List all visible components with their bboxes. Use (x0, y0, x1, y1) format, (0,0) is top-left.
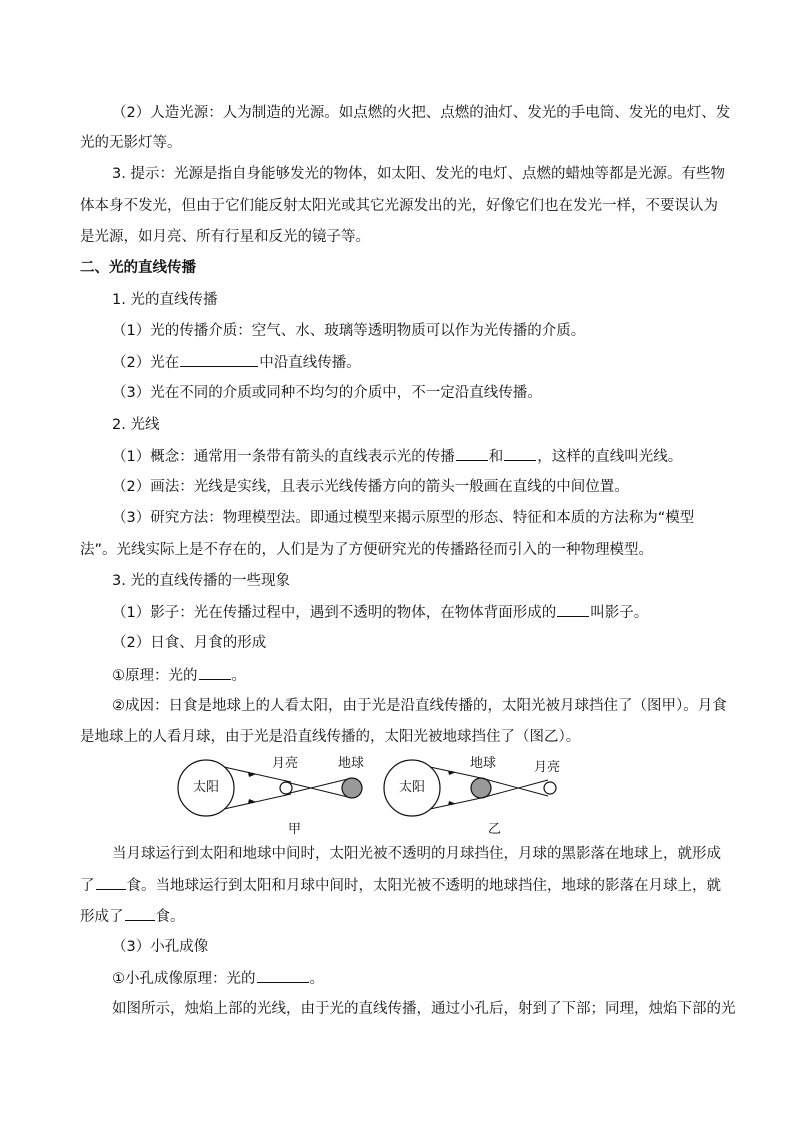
text-segment: 食。 (155, 909, 185, 925)
text-segment: ①原理：光的 (112, 668, 198, 684)
moon-label: 月亮 (272, 756, 299, 771)
fill-blank[interactable] (96, 875, 126, 890)
text-segment: 了 (80, 878, 95, 894)
moon-label: 月亮 (534, 760, 561, 775)
text-segment: （1）概念：通常用一条带有箭头的直线表示光的传播 (112, 449, 455, 465)
text-segment: （2）光在 (112, 355, 180, 371)
moon-circle (544, 782, 556, 794)
text-line: （3）光在不同的介质或同种不均匀的介质中，不一定沿直线传播。 (112, 385, 542, 401)
text-segment: ，这样的直线叫光线。 (537, 449, 683, 465)
text-line (112, 352, 361, 373)
text-line: （2）日食、月食的形成 (112, 635, 267, 651)
earth-circle (342, 778, 362, 798)
text-segment: 叫影子。 (590, 605, 649, 621)
text-segment: 。 (309, 971, 324, 987)
text-line: （1）光的传播介质：空气、水、玻璃等透明物质可以作为光传播的介质。 (112, 323, 586, 339)
fill-blank[interactable] (180, 352, 258, 367)
text-line: ②成因：日食是地球上的人看太阳，由于光是沿直线传播的，太阳光被月球挡住了（图甲）。月食 (112, 698, 727, 714)
text-segment: （1）影子：光在传播过程中，遇到不透明的物体，在物体背面形成的 (112, 605, 557, 621)
text-line: （3）研究方法：物理模型法。即通过模型来揭示原型的形态、特征和本质的方法称为“模型 (112, 510, 695, 526)
earth-label: 地球 (470, 756, 497, 771)
fill-blank[interactable] (257, 968, 309, 983)
fill-blank[interactable] (199, 665, 231, 680)
subheading: （3）小孔成像 (112, 939, 209, 955)
figure-caption: 乙 (488, 822, 502, 837)
text-line (80, 875, 721, 896)
text-line: 如图所示，烛焰上部的光线，由于光的直线传播，通过小孔后，射到了下部；同理，烛焰下部的光 (112, 1001, 736, 1017)
sun-label: 太阳 (193, 780, 220, 795)
moon-circle (280, 782, 292, 794)
text-line: 3. 提示：光源是指自身能够发光的物体，如太阳、发光的电灯、点燃的蜡烛等都是光源。有些物 (112, 166, 725, 182)
fill-blank[interactable] (125, 906, 155, 921)
text-line: 是地球上的人看月球，由于光是沿直线传播的，太阳光被地球挡住了（图乙）。 (80, 729, 581, 745)
ray-arrow (448, 801, 456, 806)
subheading: 1. 光的直线传播 (112, 292, 218, 308)
text-line: 是光源，如月亮、所有行星和反光的镜子等。 (80, 229, 370, 245)
fill-blank[interactable] (456, 446, 488, 461)
text-line: （2）人造光源：人为制造的光源。如点燃的火把、点燃的油灯、发光的手电筒、发光的电灯、发 (112, 105, 731, 121)
text-segment: 形成了 (80, 909, 124, 925)
subheading: 3. 光的直线传播的一些现象 (112, 573, 290, 589)
fill-blank[interactable] (557, 602, 589, 617)
text-segment: ①小孔成像原理：光的 (112, 971, 256, 987)
earth-circle (471, 778, 491, 798)
light-ray (224, 794, 291, 809)
fill-blank[interactable] (504, 446, 536, 461)
figure-caption: 甲 (288, 822, 302, 837)
text-line: 光的无影灯等。 (80, 135, 182, 151)
subheading: 2. 光线 (112, 417, 160, 433)
text-segment: 食。当地球运行到太阳和月球中间时，太阳光被不透明的地球挡住，地球的影落在月球上，就 (126, 878, 721, 894)
text-line (112, 602, 648, 623)
text-line (112, 665, 246, 686)
text-line (112, 446, 682, 467)
text-segment: 。 (231, 668, 246, 684)
text-segment: 中沿直线传播。 (259, 355, 361, 371)
text-line: 体本身不发光，但由于它们能反射太阳光或其它光源发出的光，好像它们也在发光一样，不要误认为 (80, 198, 718, 214)
text-line: 法”。光线实际上是不存在的，人们是为了方便研究光的传播路径而引入的一种物理模型。 (80, 542, 654, 558)
ray-arrow (448, 771, 456, 776)
eclipse-diagram (176, 752, 616, 836)
sun-label: 太阳 (399, 780, 426, 795)
section-heading: 二、光的直线传播 (80, 260, 196, 276)
text-line: （2）画法：光线是实线，且表示光线传播方向的箭头一般画在直线的中间位置。 (112, 479, 629, 495)
text-line (80, 906, 185, 927)
text-line (112, 968, 324, 989)
text-line: 当月球运行到太阳和地球中间时，太阳光被不透明的月球挡住，月球的黑影落在地球上，就形成 (112, 846, 721, 862)
text-segment: 和 (488, 449, 504, 465)
earth-label: 地球 (338, 756, 365, 771)
